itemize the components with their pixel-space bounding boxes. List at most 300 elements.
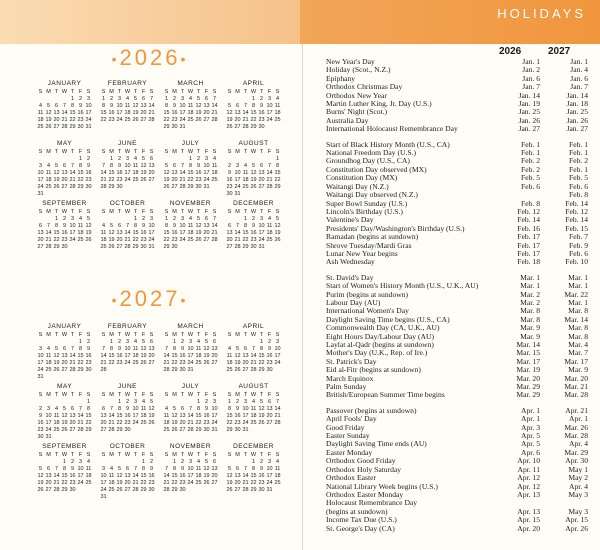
day-cell: 22 (258, 360, 265, 366)
day-cell: 7 (70, 346, 75, 352)
day-cell: 20 (171, 177, 178, 183)
month-day-grid (96, 392, 159, 434)
date-2026: Apr. 11 (517, 464, 540, 474)
day-cell: 18 (250, 413, 257, 419)
date-2026: Apr. 15 (517, 515, 540, 525)
day-cell: 18 (85, 473, 92, 479)
day-cell: 11 (187, 103, 194, 109)
holiday-group (326, 141, 588, 267)
weekday-label: F (78, 209, 83, 215)
day-cell: 7 (125, 223, 130, 229)
empty-cell (266, 156, 274, 163)
day-cell: 3 (180, 96, 185, 102)
weekday-label: W (124, 209, 131, 215)
day-cell: 18 (242, 177, 249, 183)
date-2026: Apr. 3 (521, 422, 540, 432)
holiday-name: Holiday (Scot., N.Z.) (326, 65, 391, 75)
day-cell: 29 (250, 124, 257, 130)
day-cell: 2 (125, 399, 130, 405)
day-cell: 24 (234, 184, 241, 190)
month-name: OCTOBER (109, 200, 146, 207)
day-cell: 1 (275, 156, 280, 162)
day-cell: 12 (203, 346, 210, 352)
day-cell: 24 (100, 487, 107, 493)
day-cell: 16 (116, 353, 123, 359)
day-cell: 26 (45, 124, 52, 130)
weekday-label: S (227, 149, 232, 155)
holiday-name: Easter Sunday (326, 431, 370, 441)
day-cell: 8 (86, 406, 91, 412)
month-name: DECEMBER (233, 200, 274, 207)
day-cell: 23 (258, 117, 265, 123)
empty-cell (250, 339, 258, 346)
day-cell: 2 (70, 459, 75, 465)
month-day-grid (159, 209, 222, 251)
day-cell: 5 (117, 466, 122, 472)
day-cell: 13 (234, 473, 241, 479)
day-cell: 24 (242, 420, 249, 426)
day-cell: 4 (46, 163, 51, 169)
day-cell: 20 (234, 117, 241, 123)
day-cell: 30 (179, 487, 186, 493)
day-cell: 3 (86, 96, 91, 102)
day-cell: 27 (37, 244, 44, 250)
holiday-row (326, 525, 588, 533)
day-cell: 9 (86, 346, 91, 352)
day-cell: 2 (235, 399, 240, 405)
weekday-label: W (61, 452, 68, 458)
day-cell: 12 (132, 103, 139, 109)
day-cell: 28 (274, 420, 281, 426)
month-name: MARCH (177, 323, 204, 330)
day-cell: 23 (195, 177, 202, 183)
day-cell: 17 (211, 413, 218, 419)
month-day-grid (33, 452, 96, 494)
weekday-label: M (46, 392, 51, 398)
day-cell: 22 (77, 360, 84, 366)
day-cell: 17 (100, 480, 107, 486)
weekday-label: S (149, 89, 154, 95)
month-name: JANUARY (47, 323, 82, 330)
day-cell: 12 (274, 223, 281, 229)
day-cell: 24 (148, 237, 155, 243)
month-day-grid (33, 392, 96, 441)
day-cell: 1 (243, 216, 248, 222)
day-cell: 18 (187, 230, 194, 236)
weekday-label: M (172, 392, 177, 398)
holiday-row (326, 125, 588, 133)
day-cell: 12 (226, 110, 233, 116)
day-cell: 17 (234, 177, 241, 183)
weekday-label: T (196, 209, 201, 215)
date-2026: Feb. 1 (521, 139, 540, 149)
day-cell: 25 (274, 480, 281, 486)
month-september (33, 443, 96, 503)
year-label: 2026 (119, 45, 181, 70)
day-cell: 22 (250, 480, 257, 486)
year-calendar-2026 (33, 80, 285, 260)
day-cell: 10 (187, 346, 194, 352)
month-name: JULY (181, 140, 200, 147)
day-cell: 11 (85, 466, 92, 472)
date-2026: Mar. 15 (516, 348, 540, 358)
holiday-name: Super Bowl Sunday (U.S.) (326, 198, 408, 208)
empty-cell (163, 339, 171, 346)
weekday-label: S (38, 149, 43, 155)
day-cell: 13 (171, 170, 178, 176)
day-cell: 27 (116, 244, 123, 250)
day-cell: 8 (62, 466, 67, 472)
day-cell: 26 (140, 177, 147, 183)
day-cell: 15 (100, 110, 107, 116)
day-cell: 20 (37, 237, 44, 243)
date-2026: Jan. 2 (522, 65, 540, 75)
weekday-label: S (275, 452, 280, 458)
day-cell: 9 (267, 346, 272, 352)
weekday-label: M (109, 89, 114, 95)
weekday-label: T (196, 149, 201, 155)
day-cell: 24 (132, 420, 139, 426)
empty-cell (132, 459, 140, 466)
holiday-name: National Freedom Day (U.S.) (326, 148, 417, 158)
day-cell: 19 (250, 177, 257, 183)
weekday-label: S (149, 452, 154, 458)
day-cell: 9 (78, 103, 83, 109)
day-cell: 7 (188, 406, 193, 412)
day-cell: 30 (116, 184, 123, 190)
date-2027: Feb. 14 (565, 215, 588, 225)
date-2027: May 3 (568, 489, 588, 499)
day-cell: 25 (163, 427, 170, 433)
weekday-label: T (54, 149, 59, 155)
day-cell: 29 (226, 427, 233, 433)
holiday-name: Laylat al-Qadr (begins at sundown) (326, 340, 434, 349)
day-cell: 30 (171, 124, 178, 130)
day-cell: 18 (100, 237, 107, 243)
day-cell: 10 (37, 353, 44, 359)
holiday-row (326, 415, 588, 423)
day-cell: 16 (85, 170, 92, 176)
day-cell: 28 (77, 427, 84, 433)
date-2027: Feb. 1 (569, 148, 588, 158)
day-cell: 1 (251, 459, 256, 465)
weekday-label: T (259, 209, 264, 215)
day-cell: 5 (196, 216, 201, 222)
day-cell: 2 (149, 459, 154, 465)
day-cell: 26 (53, 367, 60, 373)
weekday-label: M (46, 149, 51, 155)
day-cell: 22 (69, 117, 76, 123)
day-cell: 7 (70, 163, 75, 169)
holiday-name: International Holocaust Remembrance Day (326, 124, 458, 134)
day-cell: 25 (250, 420, 257, 426)
weekday-label: W (250, 89, 257, 95)
day-cell: 10 (37, 170, 44, 176)
bullet-icon: • (180, 292, 189, 309)
day-cell: 6 (38, 223, 43, 229)
day-cell: 23 (69, 480, 76, 486)
weekday-label: S (86, 209, 91, 215)
date-2027: Mar. 29 (564, 447, 588, 457)
date-2027: Apr. 21 (565, 405, 588, 415)
day-cell: 8 (164, 103, 169, 109)
date-2027: Mar. 7 (568, 348, 588, 358)
day-cell: 28 (69, 184, 76, 190)
day-cell: 1 (109, 339, 114, 345)
day-cell: 14 (77, 413, 84, 419)
day-cell: 24 (274, 360, 281, 366)
day-cell: 28 (108, 427, 115, 433)
day-cell: 14 (211, 103, 218, 109)
day-cell: 31 (100, 494, 107, 500)
date-2027: Jan. 25 (566, 107, 588, 117)
weekday-label: T (243, 332, 248, 338)
empty-cell (69, 339, 77, 346)
holiday-name: Commonwealth Day (CA, U.K., AU) (326, 323, 440, 333)
month-day-grid (159, 149, 222, 191)
weekday-label: T (70, 392, 75, 398)
day-cell: 5 (164, 163, 169, 169)
weekday-label: F (204, 149, 209, 155)
weekday-label: W (187, 392, 194, 398)
day-cell: 9 (125, 406, 130, 412)
day-cell: 14 (163, 473, 170, 479)
day-cell: 5 (54, 163, 59, 169)
weekday-label: T (243, 452, 248, 458)
month-day-grid (33, 149, 96, 198)
day-cell: 4 (109, 466, 114, 472)
day-cell: 3 (117, 96, 122, 102)
day-cell: 6 (117, 223, 122, 229)
empty-cell (45, 156, 53, 163)
day-cell: 15 (242, 230, 249, 236)
day-cell: 28 (69, 367, 76, 373)
day-cell: 24 (124, 360, 131, 366)
day-cell: 30 (85, 184, 92, 190)
day-cell: 11 (124, 103, 131, 109)
day-cell: 29 (171, 487, 178, 493)
day-cell: 22 (61, 480, 68, 486)
day-cell: 3 (70, 216, 75, 222)
day-cell: 10 (124, 163, 131, 169)
empty-cell (226, 96, 234, 103)
holiday-name: Daylight Saving Time ends (AU) (326, 439, 427, 449)
holiday-name: Waitangi Day observed (N.Z.) (326, 190, 418, 200)
weekday-label: M (172, 452, 177, 458)
date-2027: Feb. 2 (569, 156, 588, 166)
day-cell: 3 (125, 156, 130, 162)
day-cell: 1 (86, 399, 91, 405)
day-cell: 15 (108, 353, 115, 359)
weekday-label: S (86, 332, 91, 338)
year-title-2027 (0, 286, 300, 312)
month-may (33, 140, 96, 200)
day-cell: 26 (258, 420, 265, 426)
date-2026: Mar. 1 (520, 272, 540, 282)
day-cell: 24 (77, 480, 84, 486)
day-cell: 4 (275, 96, 280, 102)
day-cell: 8 (109, 346, 114, 352)
day-cell: 29 (116, 427, 123, 433)
empty-cell (108, 216, 116, 223)
weekday-label: M (172, 332, 177, 338)
day-cell: 31 (85, 124, 92, 130)
date-2027: Mar. 1 (568, 281, 588, 291)
day-cell: 20 (116, 237, 123, 243)
weekday-label: T (180, 149, 185, 155)
day-cell: 18 (195, 473, 202, 479)
day-cell: 25 (195, 480, 202, 486)
day-cell: 23 (250, 237, 257, 243)
day-cell: 12 (108, 230, 115, 236)
weekday-label: S (275, 89, 280, 95)
day-cell: 16 (258, 110, 265, 116)
weekday-label: T (243, 392, 248, 398)
day-cell: 15 (163, 230, 170, 236)
date-2026: Feb. 8 (521, 198, 540, 208)
date-2026: Jan. 7 (522, 82, 540, 92)
day-cell: 12 (140, 163, 147, 169)
day-cell: 14 (266, 170, 273, 176)
month-name: MARCH (177, 80, 204, 87)
date-2027: Mar. 20 (564, 373, 588, 383)
month-february (96, 323, 159, 383)
date-2026: Mar. 19 (516, 365, 540, 375)
weekday-label: F (204, 392, 209, 398)
day-cell: 7 (149, 96, 154, 102)
day-cell: 9 (204, 406, 209, 412)
day-cell: 9 (86, 163, 91, 169)
month-day-grid (96, 209, 159, 251)
day-cell: 24 (203, 177, 210, 183)
day-cell: 19 (226, 480, 233, 486)
day-cell: 7 (164, 346, 169, 352)
weekday-label: T (180, 452, 185, 458)
day-cell: 28 (132, 487, 139, 493)
holiday-name: Labour Day (AU) (326, 297, 381, 307)
day-cell: 16 (179, 473, 186, 479)
day-cell: 20 (45, 480, 52, 486)
weekday-label: T (243, 209, 248, 215)
day-cell: 12 (61, 413, 68, 419)
day-cell: 22 (226, 420, 233, 426)
day-cell: 4 (86, 459, 91, 465)
day-cell: 20 (148, 353, 155, 359)
day-cell: 27 (148, 360, 155, 366)
day-cell: 9 (172, 223, 177, 229)
holiday-name: Start of Black History Month (U.S., CA) (326, 139, 450, 149)
day-cell: 20 (148, 170, 155, 176)
date-2026: Jan. 14 (518, 90, 540, 100)
weekday-label: W (124, 452, 131, 458)
month-name: JULY (181, 383, 200, 390)
day-cell: 20 (61, 177, 68, 183)
day-cell: 23 (171, 117, 178, 123)
day-cell: 26 (274, 237, 281, 243)
day-cell: 10 (266, 466, 273, 472)
day-cell: 11 (226, 353, 233, 359)
day-cell: 3 (180, 216, 185, 222)
weekday-label: W (250, 332, 257, 338)
day-cell: 18 (274, 473, 281, 479)
weekday-label: F (267, 209, 272, 215)
date-2027: Jan. 4 (570, 65, 588, 75)
day-cell: 2 (86, 156, 91, 162)
day-cell: 21 (132, 480, 139, 486)
day-cell: 13 (124, 473, 131, 479)
day-cell: 21 (242, 117, 249, 123)
weekday-label: S (38, 452, 43, 458)
weekday-label: F (141, 392, 146, 398)
day-cell: 20 (100, 420, 107, 426)
empty-cell (250, 156, 258, 163)
day-cell: 13 (140, 103, 147, 109)
day-cell: 27 (203, 117, 210, 123)
weekday-label: T (180, 332, 185, 338)
day-cell: 17 (37, 360, 44, 366)
day-cell: 18 (226, 360, 233, 366)
empty-cell (108, 399, 116, 406)
empty-cell (163, 156, 171, 163)
holiday-name: British/European Summer Time begins (326, 390, 445, 400)
date-2027: Mar. 1 (568, 297, 588, 307)
day-cell: 6 (204, 216, 209, 222)
day-cell: 25 (45, 367, 52, 373)
weekday-label: T (54, 332, 59, 338)
day-cell: 30 (195, 184, 202, 190)
header-banner (0, 0, 600, 44)
day-cell: 3 (267, 96, 272, 102)
month-day-grid (159, 89, 222, 131)
day-cell: 7 (101, 163, 106, 169)
day-cell: 9 (117, 346, 122, 352)
day-cell: 1 (141, 459, 146, 465)
day-cell: 26 (234, 367, 241, 373)
day-cell: 30 (179, 367, 186, 373)
day-cell: 31 (234, 191, 241, 197)
month-name: APRIL (242, 80, 265, 87)
day-cell: 21 (108, 420, 115, 426)
day-cell: 19 (37, 480, 44, 486)
day-cell: 5 (46, 103, 51, 109)
empty-cell (45, 96, 53, 103)
day-cell: 13 (226, 230, 233, 236)
date-2026: Apr. 12 (517, 481, 540, 491)
month-name: OCTOBER (109, 443, 146, 450)
day-cell: 1 (196, 399, 201, 405)
date-2027: Apr. 4 (569, 481, 588, 491)
day-cell: 8 (172, 346, 177, 352)
weekday-label: W (124, 89, 131, 95)
empty-cell (171, 156, 179, 163)
date-2026: Feb. 16 (517, 223, 540, 233)
day-cell: 18 (77, 230, 84, 236)
weekday-label: T (133, 392, 138, 398)
month-name: DECEMBER (233, 443, 274, 450)
day-cell: 22 (116, 420, 123, 426)
day-cell: 3 (188, 459, 193, 465)
day-cell: 2 (227, 163, 232, 169)
day-cell: 31 (37, 374, 44, 380)
day-cell: 12 (53, 170, 60, 176)
day-cell: 7 (109, 406, 114, 412)
day-cell: 24 (116, 117, 123, 123)
day-cell: 21 (250, 360, 257, 366)
day-cell: 19 (203, 353, 210, 359)
day-cell: 1 (70, 96, 75, 102)
weekday-label: F (78, 452, 83, 458)
day-cell: 27 (69, 427, 76, 433)
